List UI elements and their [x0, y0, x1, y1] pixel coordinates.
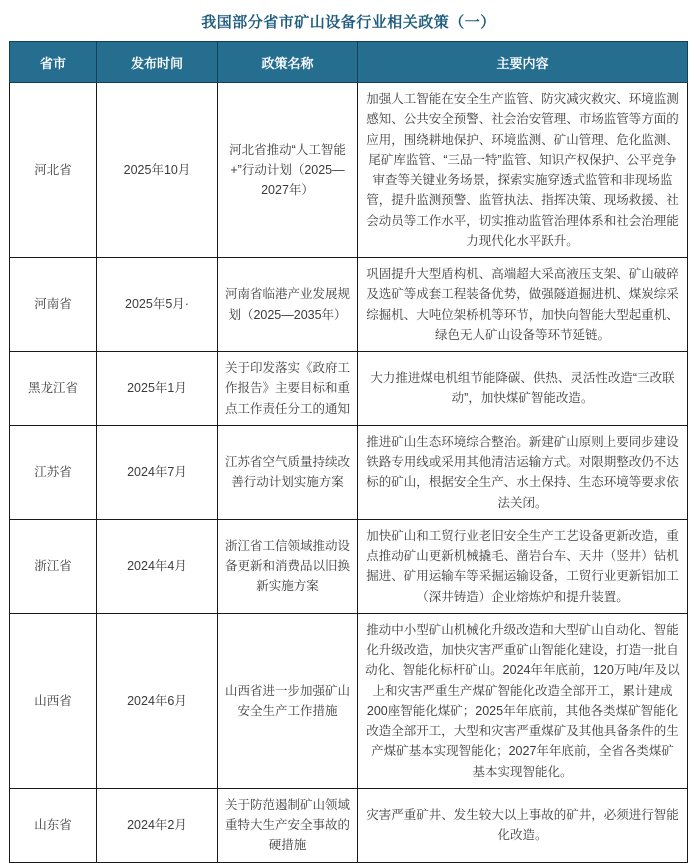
policy-content-cell: 加快矿山和工贸行业老旧安全生产工艺设备更新改造，重点推动矿山更新机械撬毛、凿岩台车、天井（竖井）钻机掘进、矿用运输车等采掘运输设备，工贸行业更新铝加工（深井铸造）企业熔炼炉和提升装置。: [358, 519, 688, 613]
province-cell: 黑龙江省: [10, 352, 97, 426]
province-cell: 河北省: [10, 83, 97, 258]
province-cell: 山东省: [10, 788, 97, 862]
policy-name-cell: 河北省推动“人工智能+”行动计划（2025—2027年）: [218, 83, 358, 258]
province-cell: 河南省: [10, 258, 97, 352]
table-row: [10, 425, 688, 519]
table-row: [10, 83, 688, 258]
col-header-date: 发布时间: [97, 42, 218, 83]
policy-name-cell: 关于防范遏制矿山领域重特大生产安全事故的硬措施: [218, 788, 358, 862]
policy-name-cell: 河南省临港产业发展规划（2025—2035年）: [218, 258, 358, 352]
page-title: 我国部分省市矿山设备行业相关政策（一）: [201, 14, 496, 31]
policy-content-cell: 巩固提升大型盾构机、高端超大采高液压支架、矿山破碎及选矿等成套工程装备优势，做强隧道掘进机、煤炭综采综掘机、大吨位架桥机等环节，加快向智能大型起重机、绿色无人矿山设备等环节延链。: [358, 258, 688, 352]
policy-content-cell: 推动中小型矿山机械化升级改造和大型矿山自动化、智能化升级改造，加快灾害严重矿山智能化建设，打造一批自动化、智能化标杆矿山。2024年年底前，120万吨/年及以上和灾害严重生产煤矿智能化改造全部开工，累计建成200座智能化煤矿；2025年年底前，其他各类煤矿智能化改造全部开工，大型和灾害严重煤矿及其他具备条件的生产煤矿基本实现智能化；2027年年底前，全省各类煤矿基本实现智能化。: [358, 613, 688, 788]
table-row: [10, 519, 688, 613]
publish-date-cell: 2025年1月: [97, 352, 218, 426]
policy-table: [9, 41, 688, 863]
table-row: [10, 352, 688, 426]
publish-date-cell: 2024年4月: [97, 519, 218, 613]
policy-content-cell: 推进矿山生态环境综合整治。新建矿山原则上要同步建设铁路专用线或采用其他清洁运输方式。对限期整改仍不达标的矿山，根据安全生产、水土保持、生态环境等要求依法关闭。: [358, 425, 688, 519]
publish-date-cell: 2025年10月: [97, 83, 218, 258]
policy-name-cell: 浙江省工信领域推动设备更新和消费品以旧换新实施方案: [218, 519, 358, 613]
col-header-province: 省市: [10, 42, 97, 83]
province-cell: 江苏省: [10, 425, 97, 519]
table-row: [10, 258, 688, 352]
table-row: [10, 788, 688, 862]
publish-date-cell: 2024年2月: [97, 788, 218, 862]
province-cell: 山西省: [10, 613, 97, 788]
policy-content-cell: 灾害严重矿井、发生较大以上事故的矿井，必须进行智能化改造。: [358, 788, 688, 862]
policy-name-cell: 山西省进一步加强矿山安全生产工作措施: [218, 613, 358, 788]
policy-content-cell: 加强人工智能在安全生产监管、防灾减灾救灾、环境监测感知、公共安全预警、社会治安管理、市场监管等方面的应用，围绕耕地保护、环境监测、矿山管理、危化监测、尾矿库监管、“三品一特”监管、知识产权保护、公平竞争审查等关键业务场景，探索实施穿透式监管和非现场监管，提升监测预警、监管执法、指挥决策、现场救援、社会动员等工作水平，切实推动监管治理体系和社会治理能力现代化水平跃升。: [358, 83, 688, 258]
policy-name-cell: 关于印发落实《政府工作报告》主要目标和重点工作责任分工的通知: [218, 352, 358, 426]
publish-date-cell: 2024年7月: [97, 425, 218, 519]
publish-date-cell: 2024年6月: [97, 613, 218, 788]
col-header-main-content: 主要内容: [358, 42, 688, 83]
publish-date-cell: 2025年5月·: [97, 258, 218, 352]
table-header-row: [10, 42, 688, 83]
policy-content-cell: 大力推进煤电机组节能降碳、供热、灵活性改造“三改联动”，加快煤矿智能改造。: [358, 352, 688, 426]
province-cell: 浙江省: [10, 519, 97, 613]
col-header-policy-name: 政策名称: [218, 42, 358, 83]
table-row: [10, 613, 688, 788]
policy-name-cell: 江苏省空气质量持续改善行动计划实施方案: [218, 425, 358, 519]
